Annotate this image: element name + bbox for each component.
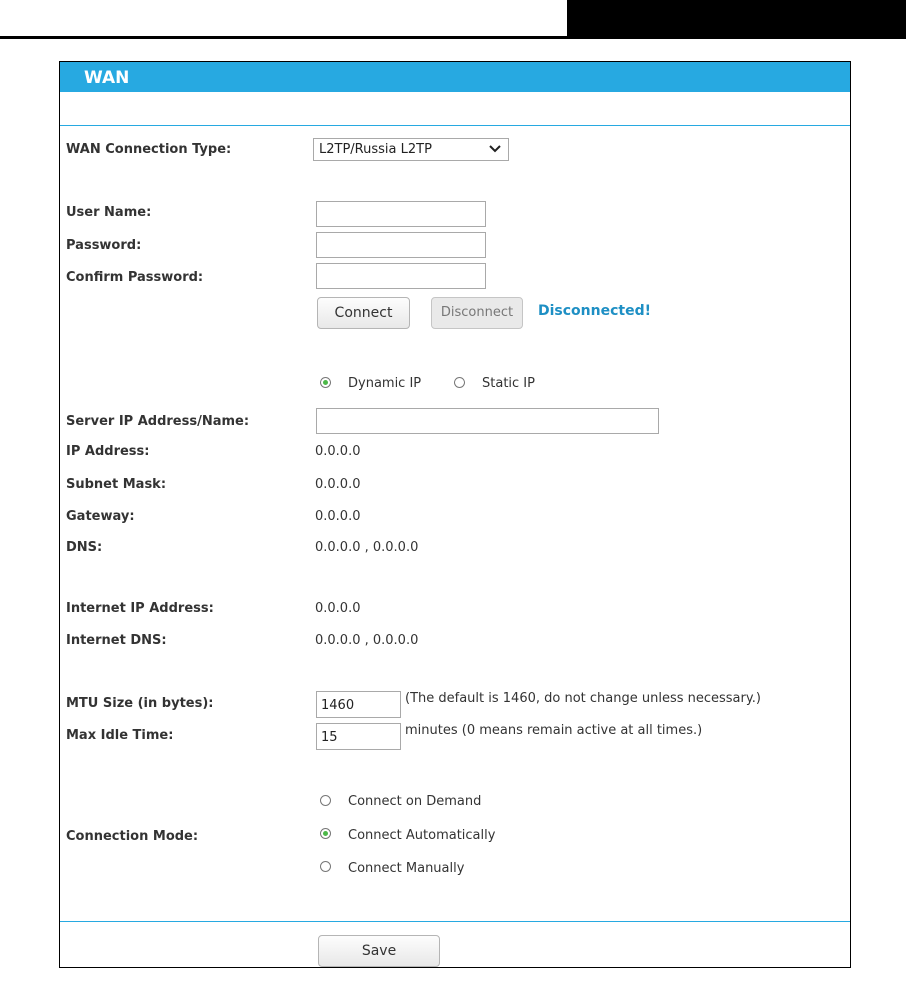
chevron-down-icon	[488, 141, 502, 157]
save-button[interactable]: Save	[318, 935, 440, 967]
server-input[interactable]	[316, 408, 659, 434]
ip-address-label: IP Address:	[66, 444, 150, 459]
max-idle-label: Max Idle Time:	[66, 728, 174, 743]
server-label: Server IP Address/Name:	[66, 414, 250, 429]
static-ip-label: Static IP	[482, 376, 535, 391]
page-title: WAN	[84, 68, 130, 88]
dynamic-ip-radio[interactable]	[320, 377, 331, 388]
connect-automatically-radio[interactable]	[320, 828, 331, 839]
connect-manually-radio[interactable]	[320, 861, 331, 872]
connection-mode-label: Connection Mode:	[66, 829, 199, 844]
dynamic-ip-label: Dynamic IP	[348, 376, 422, 391]
subnet-mask-value: 0.0.0.0	[315, 477, 361, 492]
header-black-block	[567, 0, 906, 39]
confirm-password-label: Confirm Password:	[66, 270, 204, 285]
internet-ip-value: 0.0.0.0	[315, 601, 361, 616]
connect-on-demand-radio[interactable]	[320, 795, 331, 806]
header-rule	[0, 36, 906, 39]
dns-value: 0.0.0.0 , 0.0.0.0	[315, 540, 419, 555]
disconnect-button[interactable]: Disconnect	[431, 297, 523, 329]
wan-type-selected: L2TP/Russia L2TP	[319, 142, 432, 157]
mtu-input[interactable]: 1460	[316, 691, 401, 718]
divider-bottom	[60, 921, 850, 922]
password-label: Password:	[66, 238, 142, 253]
ip-address-value: 0.0.0.0	[315, 444, 361, 459]
internet-dns-value: 0.0.0.0 , 0.0.0.0	[315, 633, 419, 648]
max-idle-input[interactable]: 15	[316, 723, 401, 750]
divider-top	[60, 125, 850, 126]
max-idle-note: minutes (0 means remain active at all times.)	[405, 723, 703, 738]
connect-on-demand-label: Connect on Demand	[348, 794, 482, 809]
connect-manually-label: Connect Manually	[348, 861, 465, 876]
wan-type-select[interactable]	[313, 138, 509, 161]
connect-button[interactable]: Connect	[317, 297, 410, 329]
wan-panel	[59, 61, 851, 968]
mtu-label: MTU Size (in bytes):	[66, 696, 214, 711]
internet-dns-label: Internet DNS:	[66, 633, 167, 648]
connect-automatically-label: Connect Automatically	[348, 828, 496, 843]
username-input[interactable]	[316, 201, 486, 227]
subnet-mask-label: Subnet Mask:	[66, 477, 167, 492]
password-input[interactable]	[316, 232, 486, 258]
gateway-value: 0.0.0.0	[315, 509, 361, 524]
gateway-label: Gateway:	[66, 509, 135, 524]
static-ip-radio[interactable]	[454, 377, 465, 388]
confirm-password-input[interactable]	[316, 263, 486, 289]
dns-label: DNS:	[66, 540, 103, 555]
internet-ip-label: Internet IP Address:	[66, 601, 214, 616]
username-label: User Name:	[66, 205, 152, 220]
mtu-note: (The default is 1460, do not change unless necessary.)	[405, 691, 761, 706]
wan-type-label: WAN Connection Type:	[66, 142, 232, 157]
connection-status: Disconnected!	[538, 303, 651, 319]
title-bar	[60, 62, 850, 92]
